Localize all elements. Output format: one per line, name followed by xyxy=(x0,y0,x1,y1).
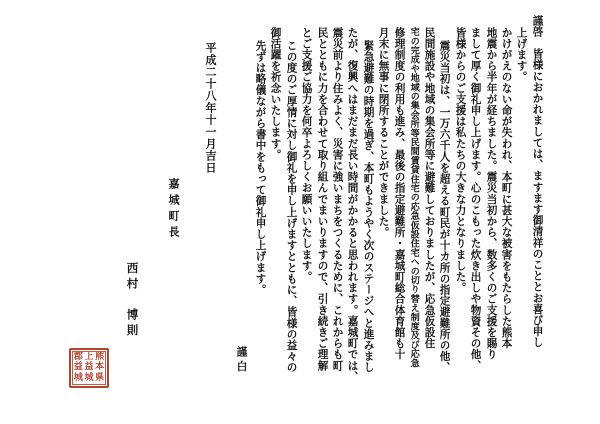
letter-line-15: 民とともに力を合わせて取り組んでまいりますので、引き続きご理解 xyxy=(316,27,329,372)
seal-char: 益 xyxy=(84,362,94,373)
letter-line-18: 御活躍を祈念いたします。 xyxy=(269,27,282,161)
letter-line-14: 震災前より住みよく、災害に強いまちをつくるために、これからも町 xyxy=(331,27,344,372)
letter-line-3: かけがえのない命が失われ、本町に甚大な被害をもたらした熊本 xyxy=(500,27,513,349)
letter-line-8: 民間施設や地域の集会所等に避難しておりましたが、応急仮設住 xyxy=(423,27,436,349)
sender-name: 西村 博則 xyxy=(125,262,140,340)
seal-char: 本 xyxy=(95,362,105,373)
letter-line-11: 月末に無事に閉所することができました。 xyxy=(377,27,390,238)
seal-char: 城 xyxy=(84,373,94,384)
official-seal-stamp xyxy=(69,348,109,388)
closing-text: 謹白 xyxy=(235,346,248,376)
letter-line-7: 震災当初は、一万六千人を超える町民が十カ所の指定避難所の他、 xyxy=(438,40,451,373)
sender-title: 嘉城町長 xyxy=(167,178,180,242)
seal-char: 城 xyxy=(73,373,83,384)
seal-char: 益 xyxy=(73,362,83,373)
letter-line-13: たが、復興へはまだまだ長い時間がかかると思われます。嘉城町では、 xyxy=(346,27,359,383)
letter-line-17: この度のご厚情に対し御礼を申し上げますとともに、皆様の益々の xyxy=(285,40,298,373)
letter-line-6: 皆様からのご支援は私たちの大きな力となりました。 xyxy=(454,27,467,294)
seal-char: 県 xyxy=(95,373,105,384)
seal-char: 熊 xyxy=(95,351,105,362)
letter-line-12: 緊急避難の時期を過ぎ、本町もようやく次のステージへと進みまし xyxy=(362,40,375,373)
letter-line-9: 宅の完成や地域の集会所等民間賃貸住宅の応急仮設住宅への切り替え制度及び応急 xyxy=(408,27,420,368)
letter-line-2: 上げます。 xyxy=(515,27,528,83)
seal-char: 郡 xyxy=(73,351,83,362)
letter-line-10: 修理制度の利用も進み、最後の指定避難所・嘉城町総合体育館も十 xyxy=(393,27,406,360)
seal-char: 上 xyxy=(84,351,94,362)
letter-line-16: とご支援ご協力を何卒よろしくお願いいたします。 xyxy=(300,27,313,283)
letter-date: 平成二十八年十一月吉日 xyxy=(204,42,217,174)
letter-line-4: 地震から半年が経ちました。震災当初から、数多くのご支援を賜り xyxy=(485,27,498,360)
letter-line-1: 謹啓 皆様におかれましては、ますます御清祥のこととお喜び申し xyxy=(531,15,544,348)
letter-line-19: 先ずは略儀ながら書中をもって御礼申し上げます。 xyxy=(254,40,267,296)
letter-line-5: まして厚く御礼申し上げます。心のこもった炊き出しや物資その他、 xyxy=(469,27,482,372)
